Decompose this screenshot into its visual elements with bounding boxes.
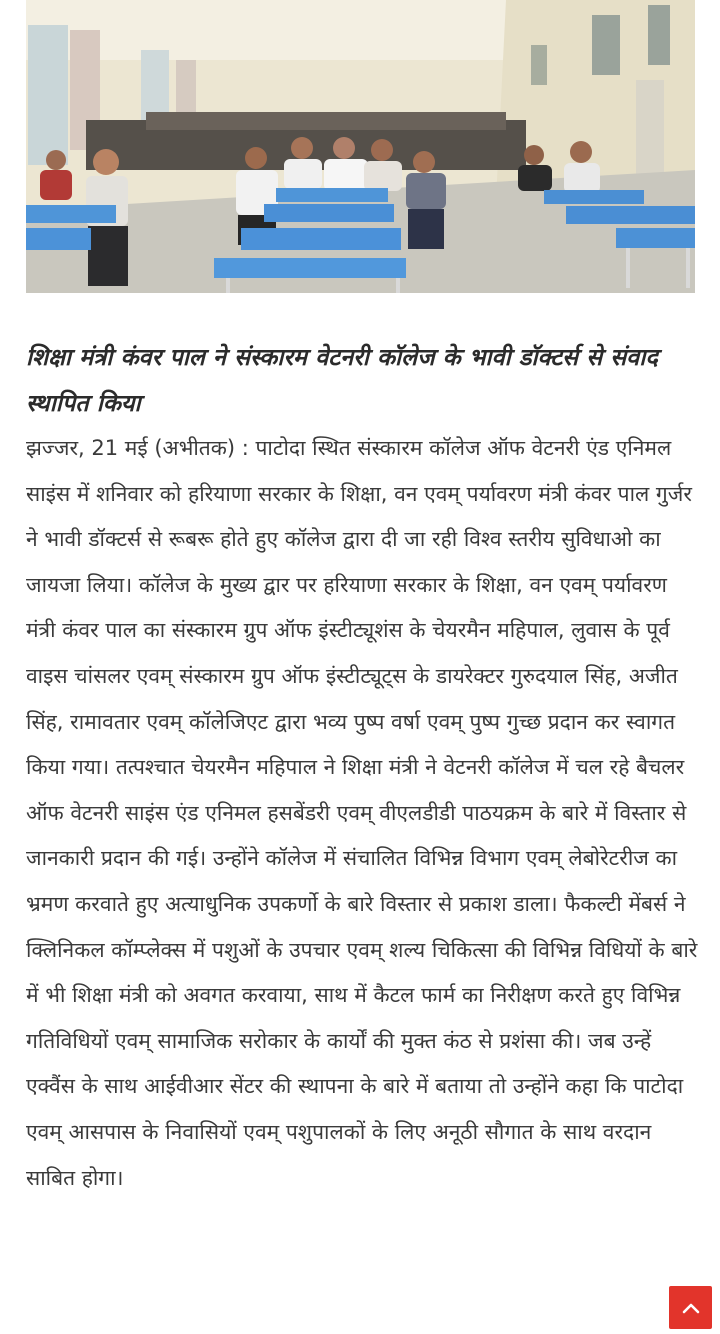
article-paragraph: झज्जर, 21 मई (अभीतक) : पाटोदा स्थित संस्कारम कॉलेज ऑफ वेटनरी एंड एनिमल साइंस में शनिवार को हरियाणा सरकार के शिक्षा, वन एवम् पर्यावरण मंत्री कंवर पाल गुर्जर ने भावी डॉक्टर्स से रूबरू होते हुए कॉलेज द्वारा दी जा रही विश्व स्तरीय सुविधाओ का जायजा लिया। कॉलेज के मुख्य द्वार पर हरियाणा सरकार के शिक्षा, वन एवम् पर्यावरण मंत्री कंवर पाल का संस्कारम ग्रुप ऑफ इंस्टीट्यूशंस के चेयरमैन महिपाल, लुवास के पूर्व वाइस चांसलर एवम् संस्कारम ग्रुप ऑफ इंस्टीट्यूट्स के डायरेक्टर गुरुदयाल सिंह, अजीत सिंह, रामावतार एवम् कॉलेजिएट द्वारा भव्य पुष्प वर्षा एवम् पुष्प गुच्छ प्रदान कर स्वागत किया गया। तत्पश्चात चेयरमैन महिपाल ने शिक्षा मंत्री ने वेटनरी कॉलेज में चल रहे बैचलर ऑफ वेटनरी साइंस एंड एनिमल हसबेंडरी एवम् वीएलडीडी पाठयक्रम के बारे में विस्तार से जानकारी प्रदान की गई। उन्होंने कॉलेज में संचालित विभिन्न विभाग एवम् लेबोरेटरीज का भ्रमण करवाते हुए अत्याधुनिक उपकर्णो के बारे विस्तार से प्रकाश डाला। फैकल्टी मेंबर्स ने क्लिनिकल कॉम्प्लेक्स में पशुओं के उपचार एवम् शल्य चिकित्सा की विभिन्न विधियों के बारे में भी शिक्षा मंत्री को अवगत करवाया, साथ में कैटल फार्म का निरीक्षण करते हुए विभिन्न गतिविधियों एवम् सामाजिक सरोकार के कार्यों की मुक्त कंठ से प्रशंसा की। जब उन्हें एक्वैंस के साथ आईवीआर सेंटर की स्थापना के बारे में बताया तो उन्होंने कहा कि पाटोदा एवम् आसपास के निवासियों एवम् पशुपालकों के लिए अनूठी सौगात के साथ वरदान साबित होगा।	[26, 436, 698, 1190]
article-photo	[26, 0, 695, 293]
article-headline: शिक्षा मंत्री कंवर पाल ने संस्कारम वेटनरी कॉलेज के भावी डॉक्टर्स से संवाद स्थापित किया	[26, 343, 658, 417]
scroll-to-top-button[interactable]	[669, 1286, 712, 1329]
article-body	[26, 426, 698, 1201]
chevron-up-icon	[682, 1302, 700, 1314]
classroom-group-photo	[26, 0, 695, 293]
